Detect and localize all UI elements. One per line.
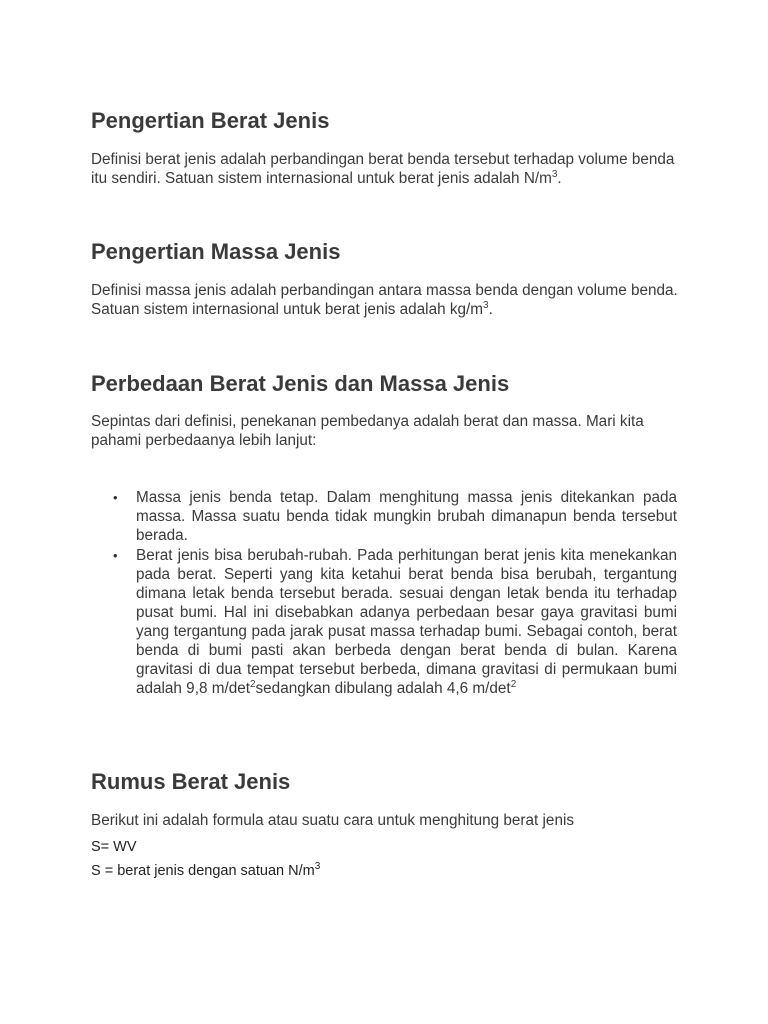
list-item-text: Massa jenis benda tetap. Dalam menghitung massa jenis ditekankan pada massa. Massa suatu benda tidak mungkin brubah dimanapun benda tersebut berada. [136,489,677,544]
section-heading-massa-jenis: Pengertian Massa Jenis [91,239,341,264]
paragraph-end: . [557,169,562,187]
paragraph-massa-jenis [91,282,691,319]
exponent-superscript: 2 [249,679,256,690]
definition-text: S = berat jenis dengan satuan N/m [91,863,315,879]
bullet-icon: • [113,490,118,505]
paragraph-berat-jenis [91,151,691,188]
formula-definition [91,862,320,880]
list-item-text: Berat jenis bisa berubah-rubah. Pada perhitungan berat jenis kita menekankan pada berat. Seperti yang kita ketahui berat benda bisa berubah, tergantung dimana letak benda tersebut berada. sesuai dengan letak benda itu terhadap pusat bumi. Hal ini disebabkan adanya perbedaan besar gaya gravitasi bumi yang tergantung pada jarak pusat massa terhadap bumi. Sebagai contoh, berat benda di bumi pasti akan berbeda dengan berat benda di bulan. Karena gravitasi di dua tempat tersebut berbeda, dimana gravitasi di permukaan bumi adalah 9,8 m/det [136,547,677,697]
section-heading-rumus: Rumus Berat Jenis [91,769,291,794]
formula-line: S= WV [91,839,137,855]
section-heading-berat-jenis: Pengertian Berat Jenis [91,108,330,133]
paragraph-text: Definisi berat jenis adalah perbandingan berat benda tersebut terhadap volume benda itu sendiri. Satuan sistem internasional untuk berat jenis adalah N/m [91,151,675,187]
list-item [91,546,677,698]
section-heading-perbedaan: Perbedaan Berat Jenis dan Massa Jenis [91,371,510,396]
list-item [91,488,677,545]
paragraph-text: Definisi massa jenis adalah perbandingan antara massa benda dengan volume benda. Satuan sistem internasional untuk berat jenis adalah kg/m [91,282,678,318]
unit-superscript: 3 [551,168,558,180]
unit-superscript: 3 [483,299,489,311]
difference-bullet-list [91,488,677,698]
exponent-superscript: 2 [510,679,517,690]
paragraph-rumus: Berikut ini adalah formula atau suatu cara untuk menghitung berat jenis [91,812,574,829]
unit-superscript: 3 [314,861,321,872]
paragraph-perbedaan: Sepintas dari definisi, penekanan pembedanya adalah berat dan massa. Mari kita pahami perbedaanya lebih lanjut: [91,413,644,449]
list-item-text-continued: sedangkan dibulang adalah 4,6 m/det [255,680,511,697]
paragraph-end: . [488,300,493,318]
bullet-icon: • [113,548,118,563]
